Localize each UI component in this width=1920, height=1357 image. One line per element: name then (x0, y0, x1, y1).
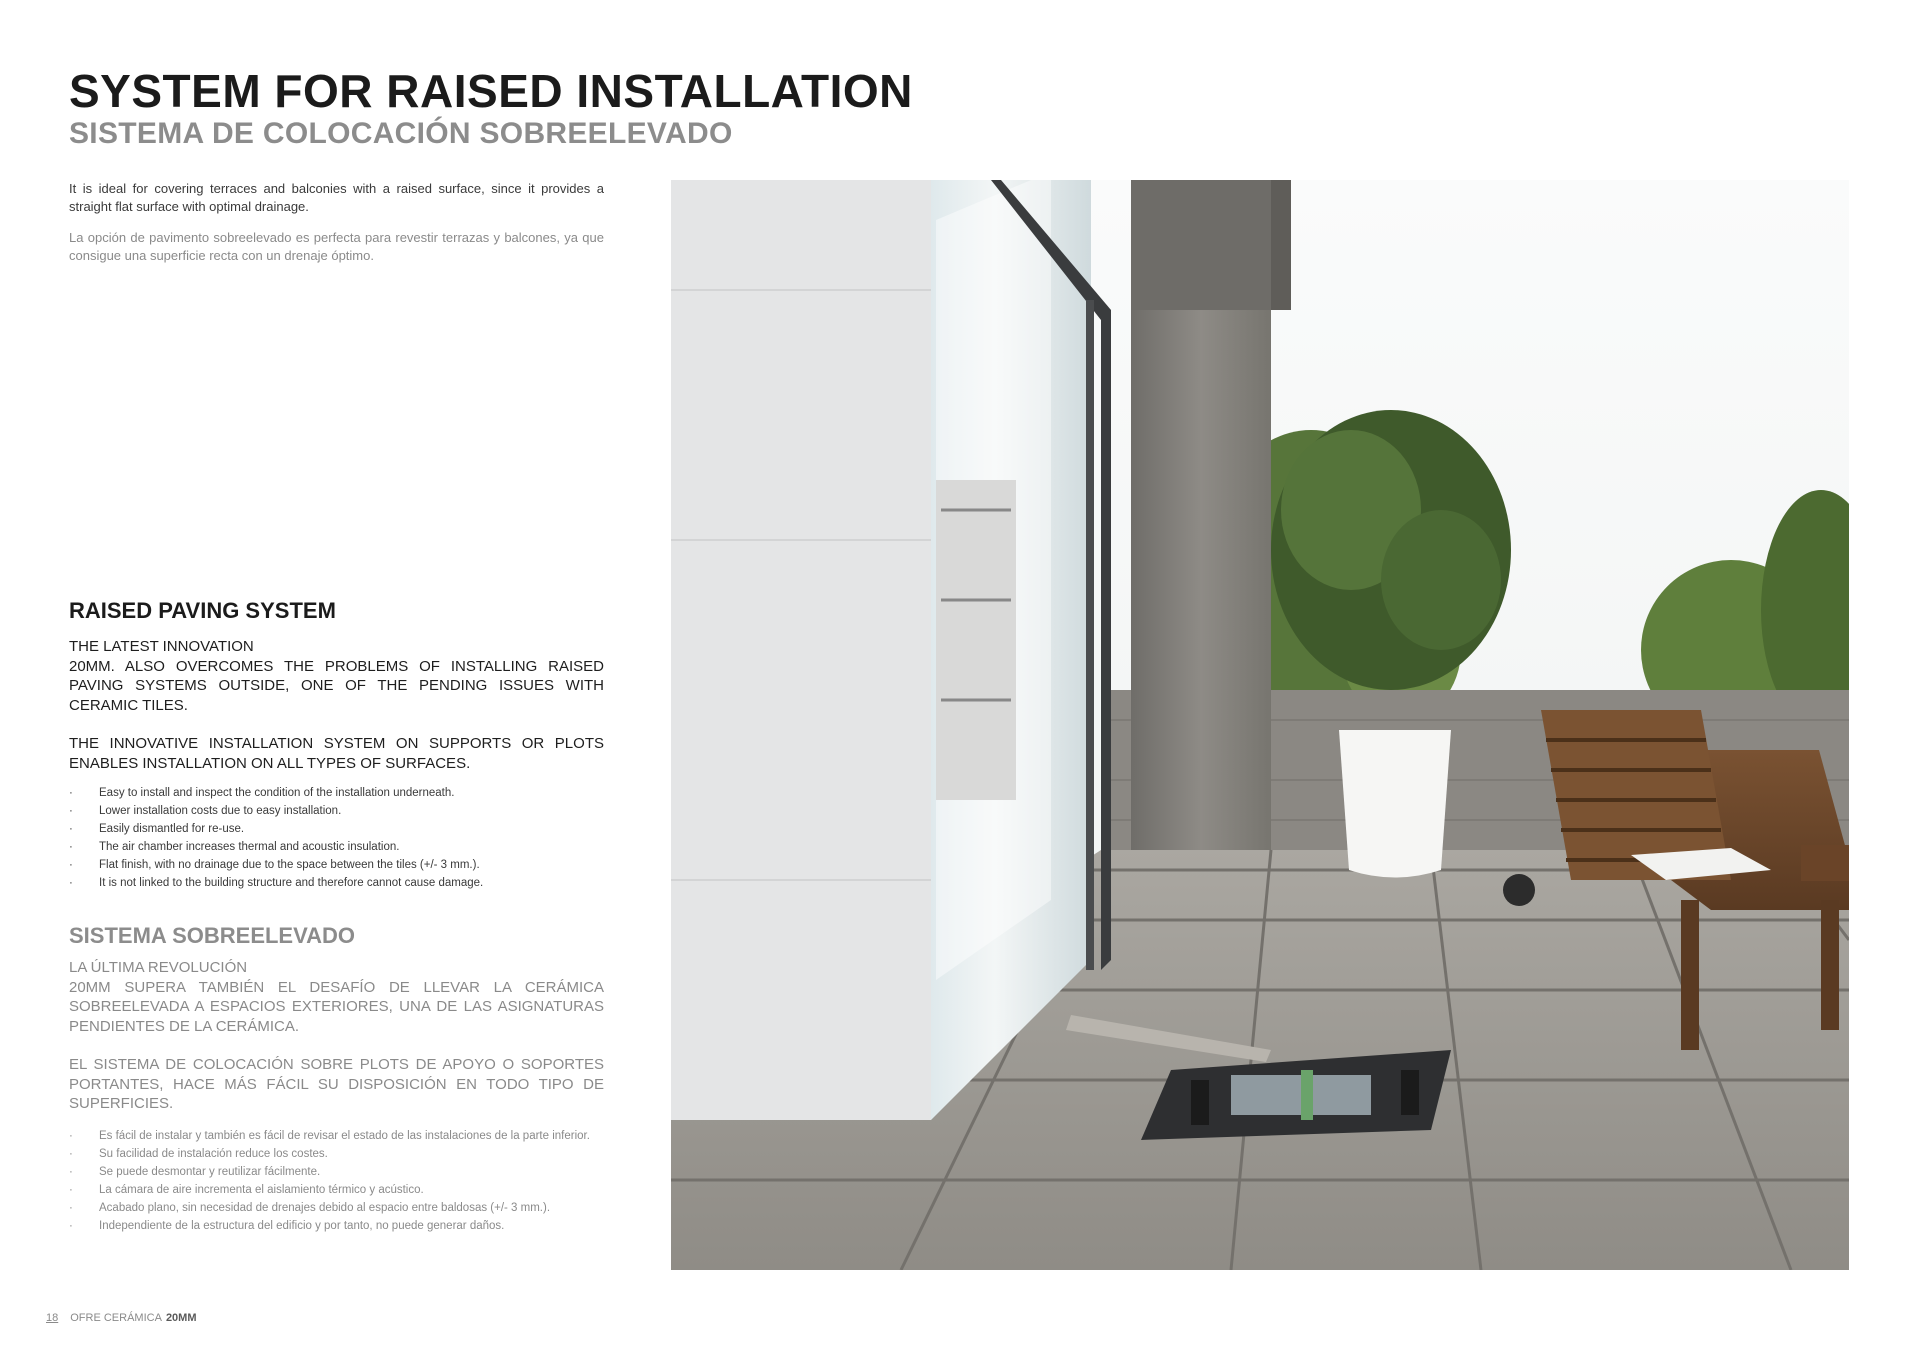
lead-heading-english: THE LATEST INNOVATION (69, 638, 254, 655)
lead-text-english: 20MM. ALSO OVERCOMES THE PROBLEMS OF INSTALLING RAISED PAVING SYSTEMS OUTSIDE, ONE OF THE PENDING ISSUES WITH CERAMIC TILES. (69, 657, 604, 714)
list-item: · Easy to install and inspect the condition of the installation underneath. (69, 784, 604, 802)
intro-spanish: La opción de pavimento sobreelevado es perfecta para revestir terrazas y balcones, ya que consigue una superficie recta con un drenaje óptimo. (69, 230, 604, 263)
list-item: · It is not linked to the building structure and therefore cannot cause damage. (69, 874, 604, 892)
lead-heading-spanish: LA ÚLTIMA REVOLUCIÓN (69, 959, 248, 976)
list-item: · Es fácil de instalar y también es fácil de revisar el estado de las instalaciones de la parte inferior. (69, 1127, 604, 1145)
footer-brand: OFRE CERÁMICA (70, 1312, 162, 1324)
bullet-list-english (69, 784, 604, 892)
section-title-english: RAISED PAVING SYSTEM (69, 598, 336, 623)
list-item: · Independiente de la estructura del edificio y por tanto, no puede generar daños. (69, 1217, 604, 1235)
list-item: · Easily dismantled for re-use. (69, 820, 604, 838)
page-title: SYSTEM FOR RAISED INSTALLATION (69, 65, 913, 117)
footer-collection: 20MM (165, 1312, 197, 1324)
list-item: · Lower installation costs due to easy installation. (69, 802, 604, 820)
page-footer (46, 1312, 197, 1324)
list-item: · Acabado plano, sin necesidad de drenajes debido al espacio entre baldosas (+/- 3 mm.). (69, 1199, 604, 1217)
section-title-spanish: SISTEMA SOBREELEVADO (69, 923, 356, 948)
page-subtitle: SISTEMA DE COLOCACIÓN SOBREELEVADO (69, 117, 733, 150)
list-item: · Su facilidad de instalación reduce los costes. (69, 1145, 604, 1163)
list-item: · La cámara de aire incrementa el aislamiento térmico y acústico. (69, 1181, 604, 1199)
list-item: · Flat finish, with no drainage due to the space between the tiles (+/- 3 mm.). (69, 856, 604, 874)
lead-spanish (69, 958, 604, 1036)
lead-english (69, 637, 604, 715)
intro-english: It is ideal for covering terraces and balconies with a raised surface, since it provides a straight flat surface with optimal drainage. (69, 181, 604, 214)
terrace-illustration (671, 180, 1849, 1270)
bullet-list-spanish (69, 1127, 604, 1235)
page-number: 18 (46, 1312, 59, 1324)
terrace-photo (671, 180, 1849, 1270)
list-item: · The air chamber increases thermal and acoustic insulation. (69, 838, 604, 856)
paragraph-spanish: EL SISTEMA DE COLOCACIÓN SOBRE PLOTS DE APOYO O SOPORTES PORTANTES, HACE MÁS FÁCIL SU DISPOSICIÓN EN TODO TIPO DE SUPERFICIES. (69, 1056, 604, 1112)
list-item: · Se puede desmontar y reutilizar fácilmente. (69, 1163, 604, 1181)
paragraph-english: THE INNOVATIVE INSTALLATION SYSTEM ON SUPPORTS OR PLOTS ENABLES INSTALLATION ON ALL TYPES OF SURFACES. (69, 735, 604, 772)
lead-text-spanish: 20MM SUPERA TAMBIÉN EL DESAFÍO DE LLEVAR LA CERÁMICA SOBREELEVADA A ESPACIOS EXTERIORES, UNA DE LAS ASIGNATURAS PENDIENTES DE LA CERÁMICA. (69, 978, 604, 1035)
